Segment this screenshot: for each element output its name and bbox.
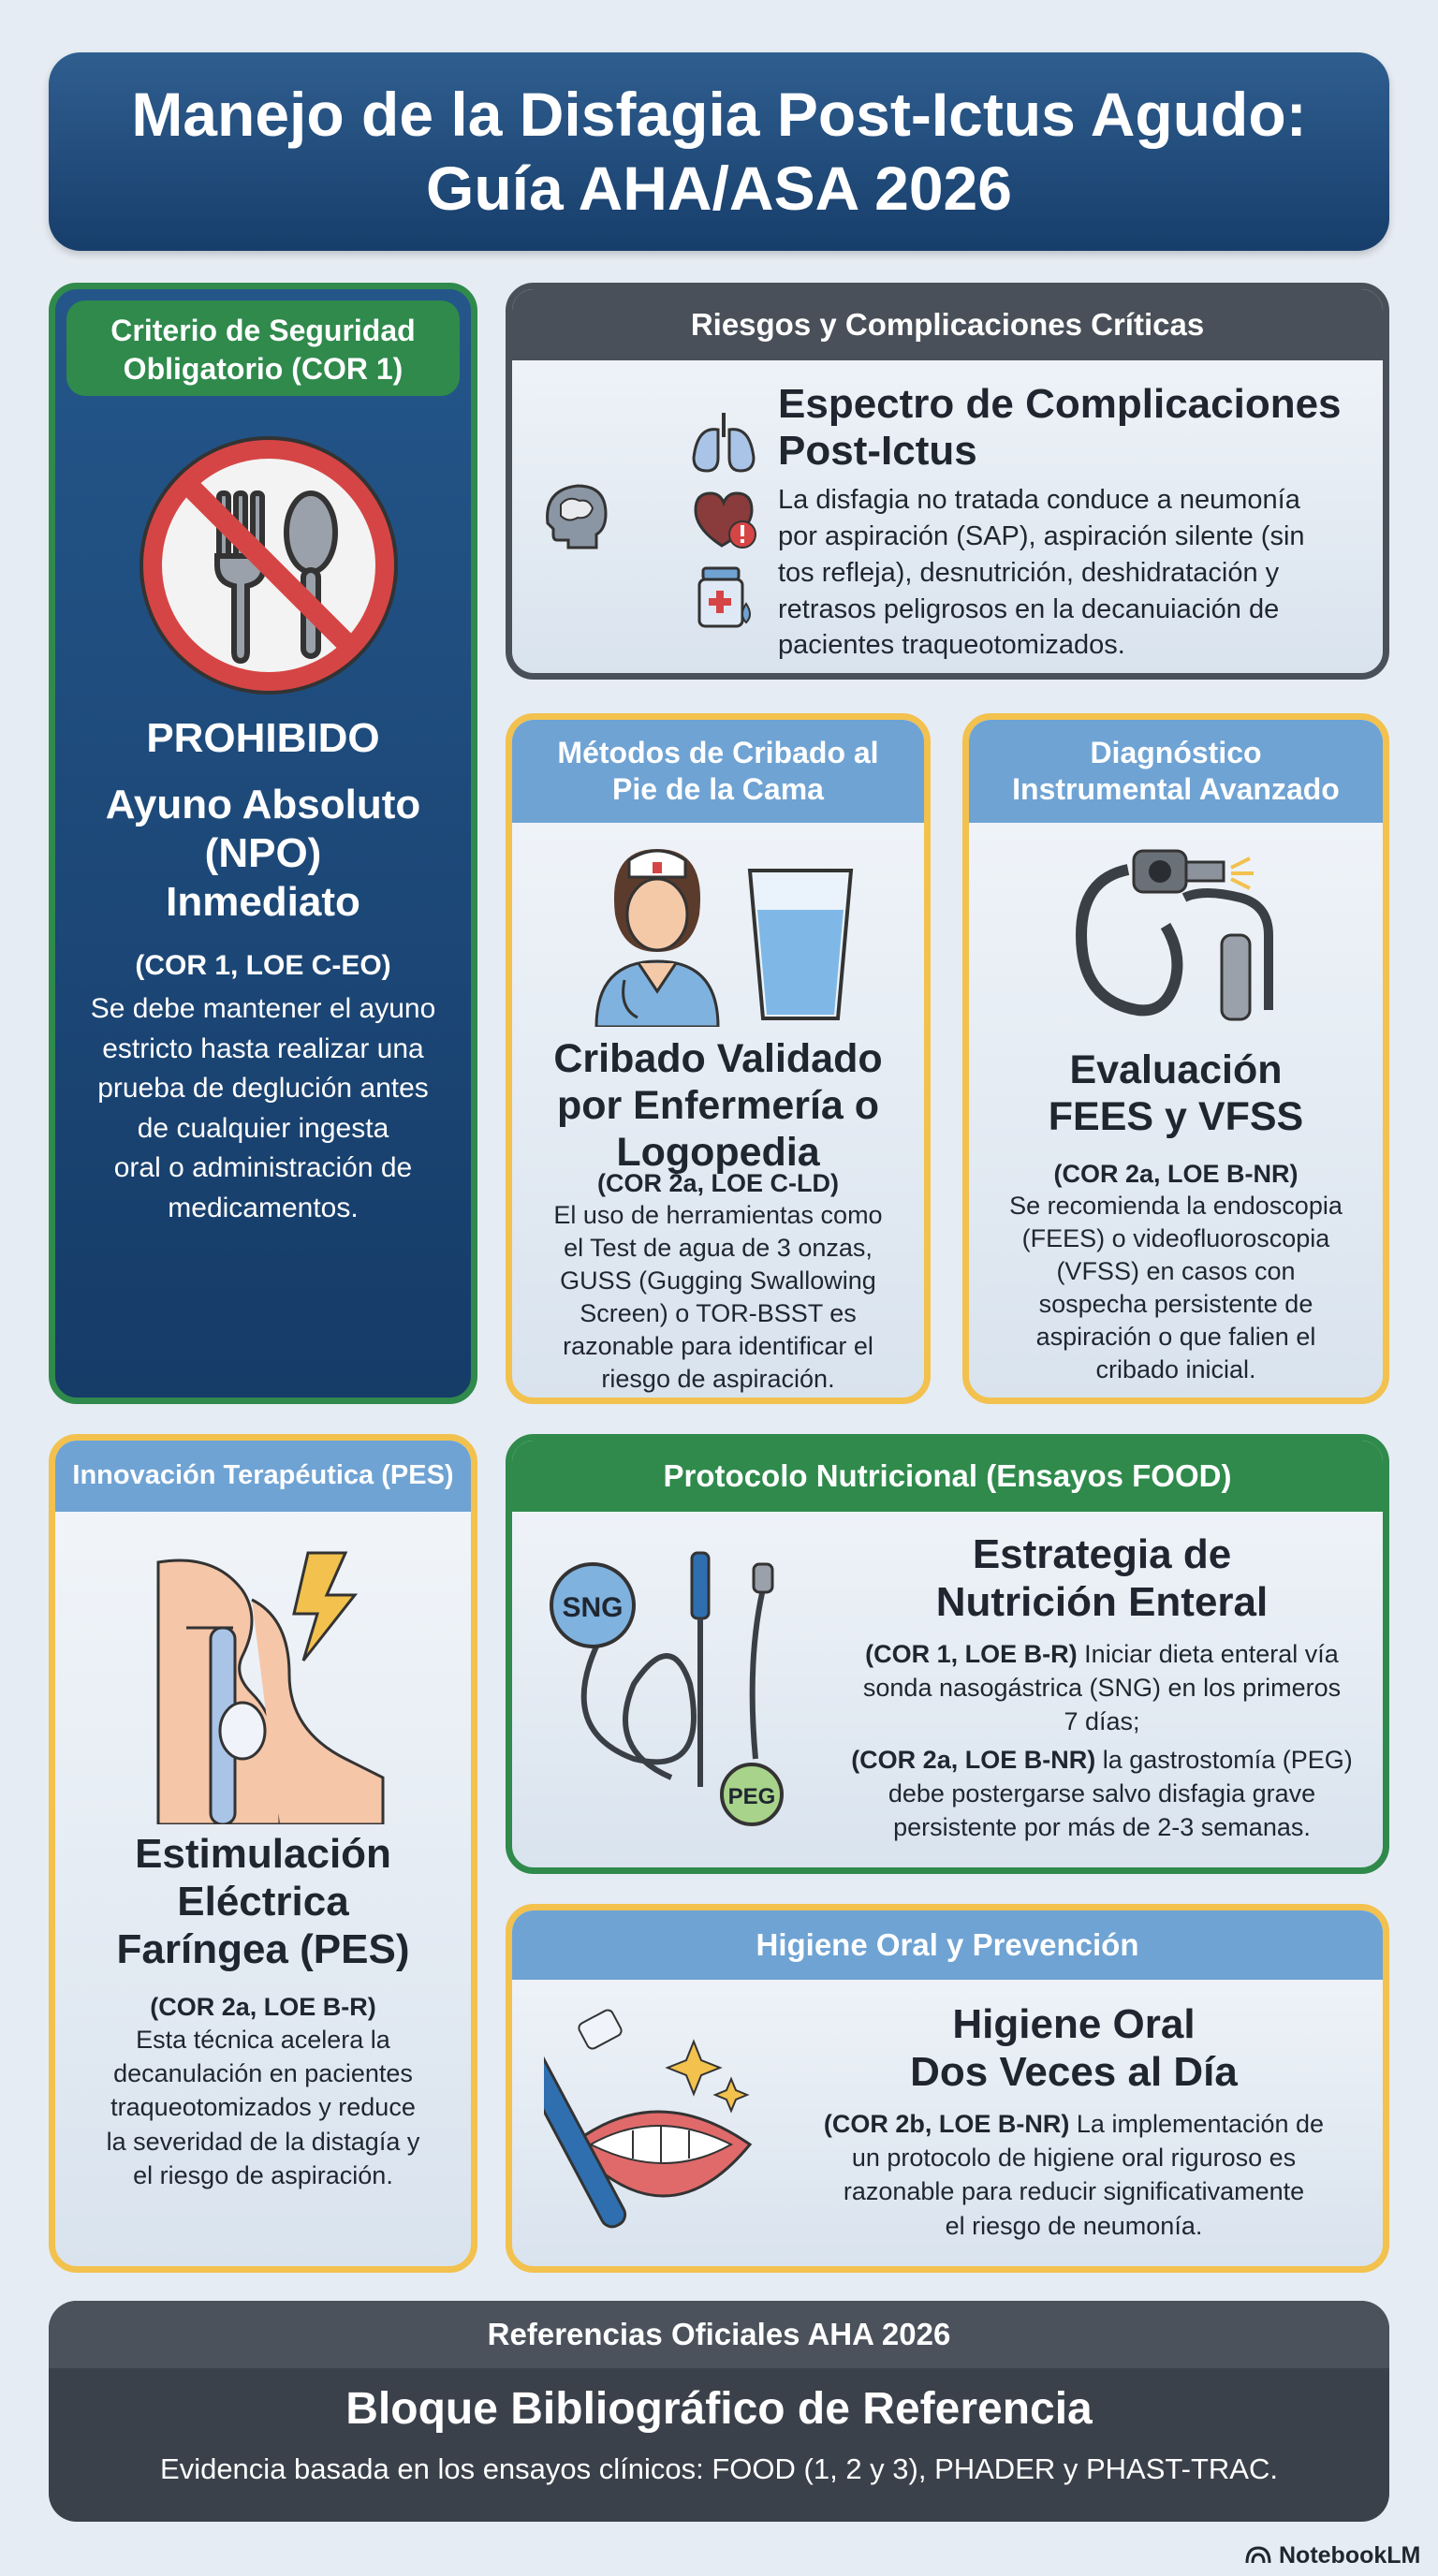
instrumental-cor: (COR 2a, LOE B-NR) [1053,1160,1299,1188]
pes-cor: (COR 2a, LOE B-R) [150,1993,376,2021]
nutrition-text-1-line: Iniciar dieta enteral vía [1077,1640,1339,1668]
npo-text-line: de cualquier ingesta [137,1112,389,1144]
npo-header-line-2: Obligatorio (COR 1) [123,351,404,386]
instrumental-heading-line: Evaluación [1069,1047,1283,1092]
hygiene-card [506,1904,1389,2273]
screening-text-line: riesgo de aspiración. [601,1365,835,1394]
pes-text-line: Esta técnica acelera la [136,2026,390,2054]
instrumental-card [962,713,1389,1404]
risks-header: Riesgos y Complicaciones Críticas [512,289,1383,360]
hygiene-text-line: La implementación de [1069,2110,1325,2138]
lungs-icon [688,409,759,475]
instrumental-text-line: (FEES) o videofluoroscopia [1021,1224,1330,1253]
endoscope-icon [1072,842,1297,1038]
instrumental-text-line: (VFSS) en casos con [1056,1257,1296,1286]
notebooklm-logo-icon [1245,2546,1271,2565]
brand-label: NotebookLM [1279,2541,1421,2569]
instrumental-text-line: Se recomienda la endoscopia [1009,1192,1343,1220]
nutrition-cor-2: (COR 2a, LOE B-NR) [851,1745,1096,1774]
risks-card [506,283,1389,680]
instrumental-heading-line: FEES y VFSS [1048,1093,1304,1139]
throat-stimulation-icon [149,1544,392,1824]
npo-text-line: oral o administración de [113,1152,413,1184]
sng-label: SNG [562,1592,624,1623]
heart-alert-icon [690,484,761,551]
hygiene-text-line: razonable para reducir significativamente [843,2177,1305,2206]
references-text: Evidencia basada en los ensayos clínicos: FOOD (1, 2 y 3), PHADER y PHAST-TRAC. [160,2452,1278,2485]
npo-heading-line-1: Ayuno Absoluto [105,782,421,827]
nutrition-text-2-line: la gastrostomía (PEG) [1095,1745,1353,1774]
npo-header [66,300,460,396]
risks-heading-line: Post-Ictus [778,428,977,475]
hygiene-text [765,2107,1383,2243]
npo-label: PROHIBIDO [146,715,380,761]
npo-text-line: Se debe mantener el ayuno [90,993,436,1024]
npo-header-line-1: Criterio de Seguridad [110,314,416,347]
pes-heading-line: Faríngea (PES) [116,1926,410,1973]
hygiene-heading [765,2000,1383,2096]
nutrition-text-1-line: sonda nasogástrica (SNG) en los primeros [862,1674,1342,1703]
nutrition-cor-1: (COR 1, LOE B-R) [865,1640,1078,1668]
npo-text-line: prueba de deglución antes [97,1073,429,1105]
hygiene-text-line: un protocolo de higiene oral riguroso es [851,2144,1297,2173]
screening-text-line: El uso de herramientas como [553,1201,883,1229]
risks-text-line: retrasos peligrosos en la decanuiación de [778,593,1280,624]
pes-heading-line: Eléctrica [177,1879,349,1925]
pes-card [49,1434,477,2273]
nutrition-text [821,1637,1383,1844]
risks-text [778,482,1387,664]
pes-heading-line: Estimulación [135,1831,391,1877]
instrumental-header [969,720,1383,823]
risks-text-line: pacientes traqueotomizados. [778,630,1125,661]
nurse-icon [587,840,727,1027]
references-heading: Bloque Bibliográfico de Referencia [345,2384,1093,2434]
brain-icon [538,476,613,551]
pes-text-line: decanulación en pacientes [113,2059,413,2088]
risks-heading-line: Espectro de Complicaciones [778,381,1342,427]
feeding-tube-icon [540,1544,821,1843]
risks-text-line: La disfagia no tratada conduce a neumonía [778,485,1300,515]
screening-card [506,713,931,1404]
risks-text-line: tos refleja), desnutrición, deshidratación y [778,557,1280,588]
nutrition-text-1-line: 7 días; [1064,1707,1140,1736]
screening-text-line: razonable para identificar el [563,1332,873,1361]
npo-heading-line-2: (NPO) [204,829,322,876]
pes-text-line: traqueotomizados y reduce [110,2093,416,2122]
pes-header: Innovación Terapéutica (PES) [55,1441,471,1512]
npo-heading [55,781,471,927]
title-line-2: Guía AHA/ASA 2026 [426,154,1012,223]
risks-text-line: por aspiración (SAP), aspiración silente (sin [778,520,1305,551]
pes-heading [55,1830,471,1973]
npo-text-line: medicamentos. [168,1192,359,1223]
hygiene-cor: (COR 2b, LOE B-NR) [823,2110,1070,2138]
screening-heading-line: por Enfermería o [556,1082,880,1128]
screening-header-line: Pie de la Cama [612,772,824,806]
medicine-icon [690,561,761,632]
risks-heading [778,381,1377,475]
references-header: Referencias Oficiales AHA 2026 [49,2301,1389,2368]
hygiene-text-line: el riesgo de neumonía. [945,2211,1203,2240]
instrumental-text [969,1190,1383,1387]
nutrition-heading-line: Nutrición Enteral [935,1579,1269,1626]
pes-text-line: la severidad de la distagía y [106,2127,420,2156]
screening-heading-line: Logopedia [616,1129,820,1175]
instrumental-heading [969,1047,1383,1141]
nutrition-heading-line: Estrategia de [972,1531,1232,1577]
hygiene-header: Higiene Oral y Prevención [512,1910,1383,1980]
npo-heading-line-3: Inmediato [166,878,360,925]
npo-text [55,989,471,1229]
screening-heading-line: Cribado Validado [553,1036,883,1081]
nutrition-card [506,1434,1389,1874]
nutrition-text-2-line: debe postergarse salvo disfagia grave [888,1778,1316,1808]
toothbrush-mouth-icon [544,2004,759,2247]
screening-text-line: GUSS (Gugging Swallowing [560,1266,876,1295]
screening-cor: (COR 2a, LOE C-LD) [596,1169,839,1197]
npo-card [49,283,477,1404]
instrumental-text-line: sospecha persistente de [1038,1290,1313,1319]
peg-label: PEG [727,1784,776,1809]
screening-text-line: el Test de agua de 3 onzas, [564,1234,873,1263]
screening-text-line: Screen) o TOR-BSST es [580,1299,857,1328]
npo-cor: (COR 1, LOE C-EO) [135,950,391,981]
screening-header [512,720,924,823]
water-glass-icon [744,865,857,1024]
npo-text-line: estricto hasta realizar una [102,1032,424,1064]
references-card [49,2301,1389,2522]
screening-text [512,1199,924,1397]
nutrition-heading [821,1530,1383,1626]
screening-heading [512,1036,924,1177]
notebooklm-brand [1245,2539,1432,2572]
pes-text-line: el riesgo de aspiración. [133,2160,393,2189]
instrumental-text-line: cribado inicial. [1095,1355,1256,1384]
no-food-icon [133,430,404,701]
nutrition-header: Protocolo Nutricional (Ensayos FOOD) [512,1441,1383,1512]
instrumental-header-line: Instrumental Avanzado [1012,772,1340,806]
nutrition-text-2-line: persistente por más de 2-3 semanas. [893,1812,1311,1841]
pes-text [55,2023,471,2192]
instrumental-header-line: Diagnóstico [1090,735,1262,769]
instrumental-text-line: aspiración o que falien el [1035,1323,1316,1352]
hygiene-heading-line: Higiene Oral [952,2001,1196,2047]
title-line-1: Manejo de la Disfagia Post-Ictus Agudo: [131,79,1307,149]
hygiene-heading-line: Dos Veces al Día [910,2049,1238,2096]
screening-header-line: Métodos de Cribado al [557,735,879,769]
page-title [49,52,1389,251]
